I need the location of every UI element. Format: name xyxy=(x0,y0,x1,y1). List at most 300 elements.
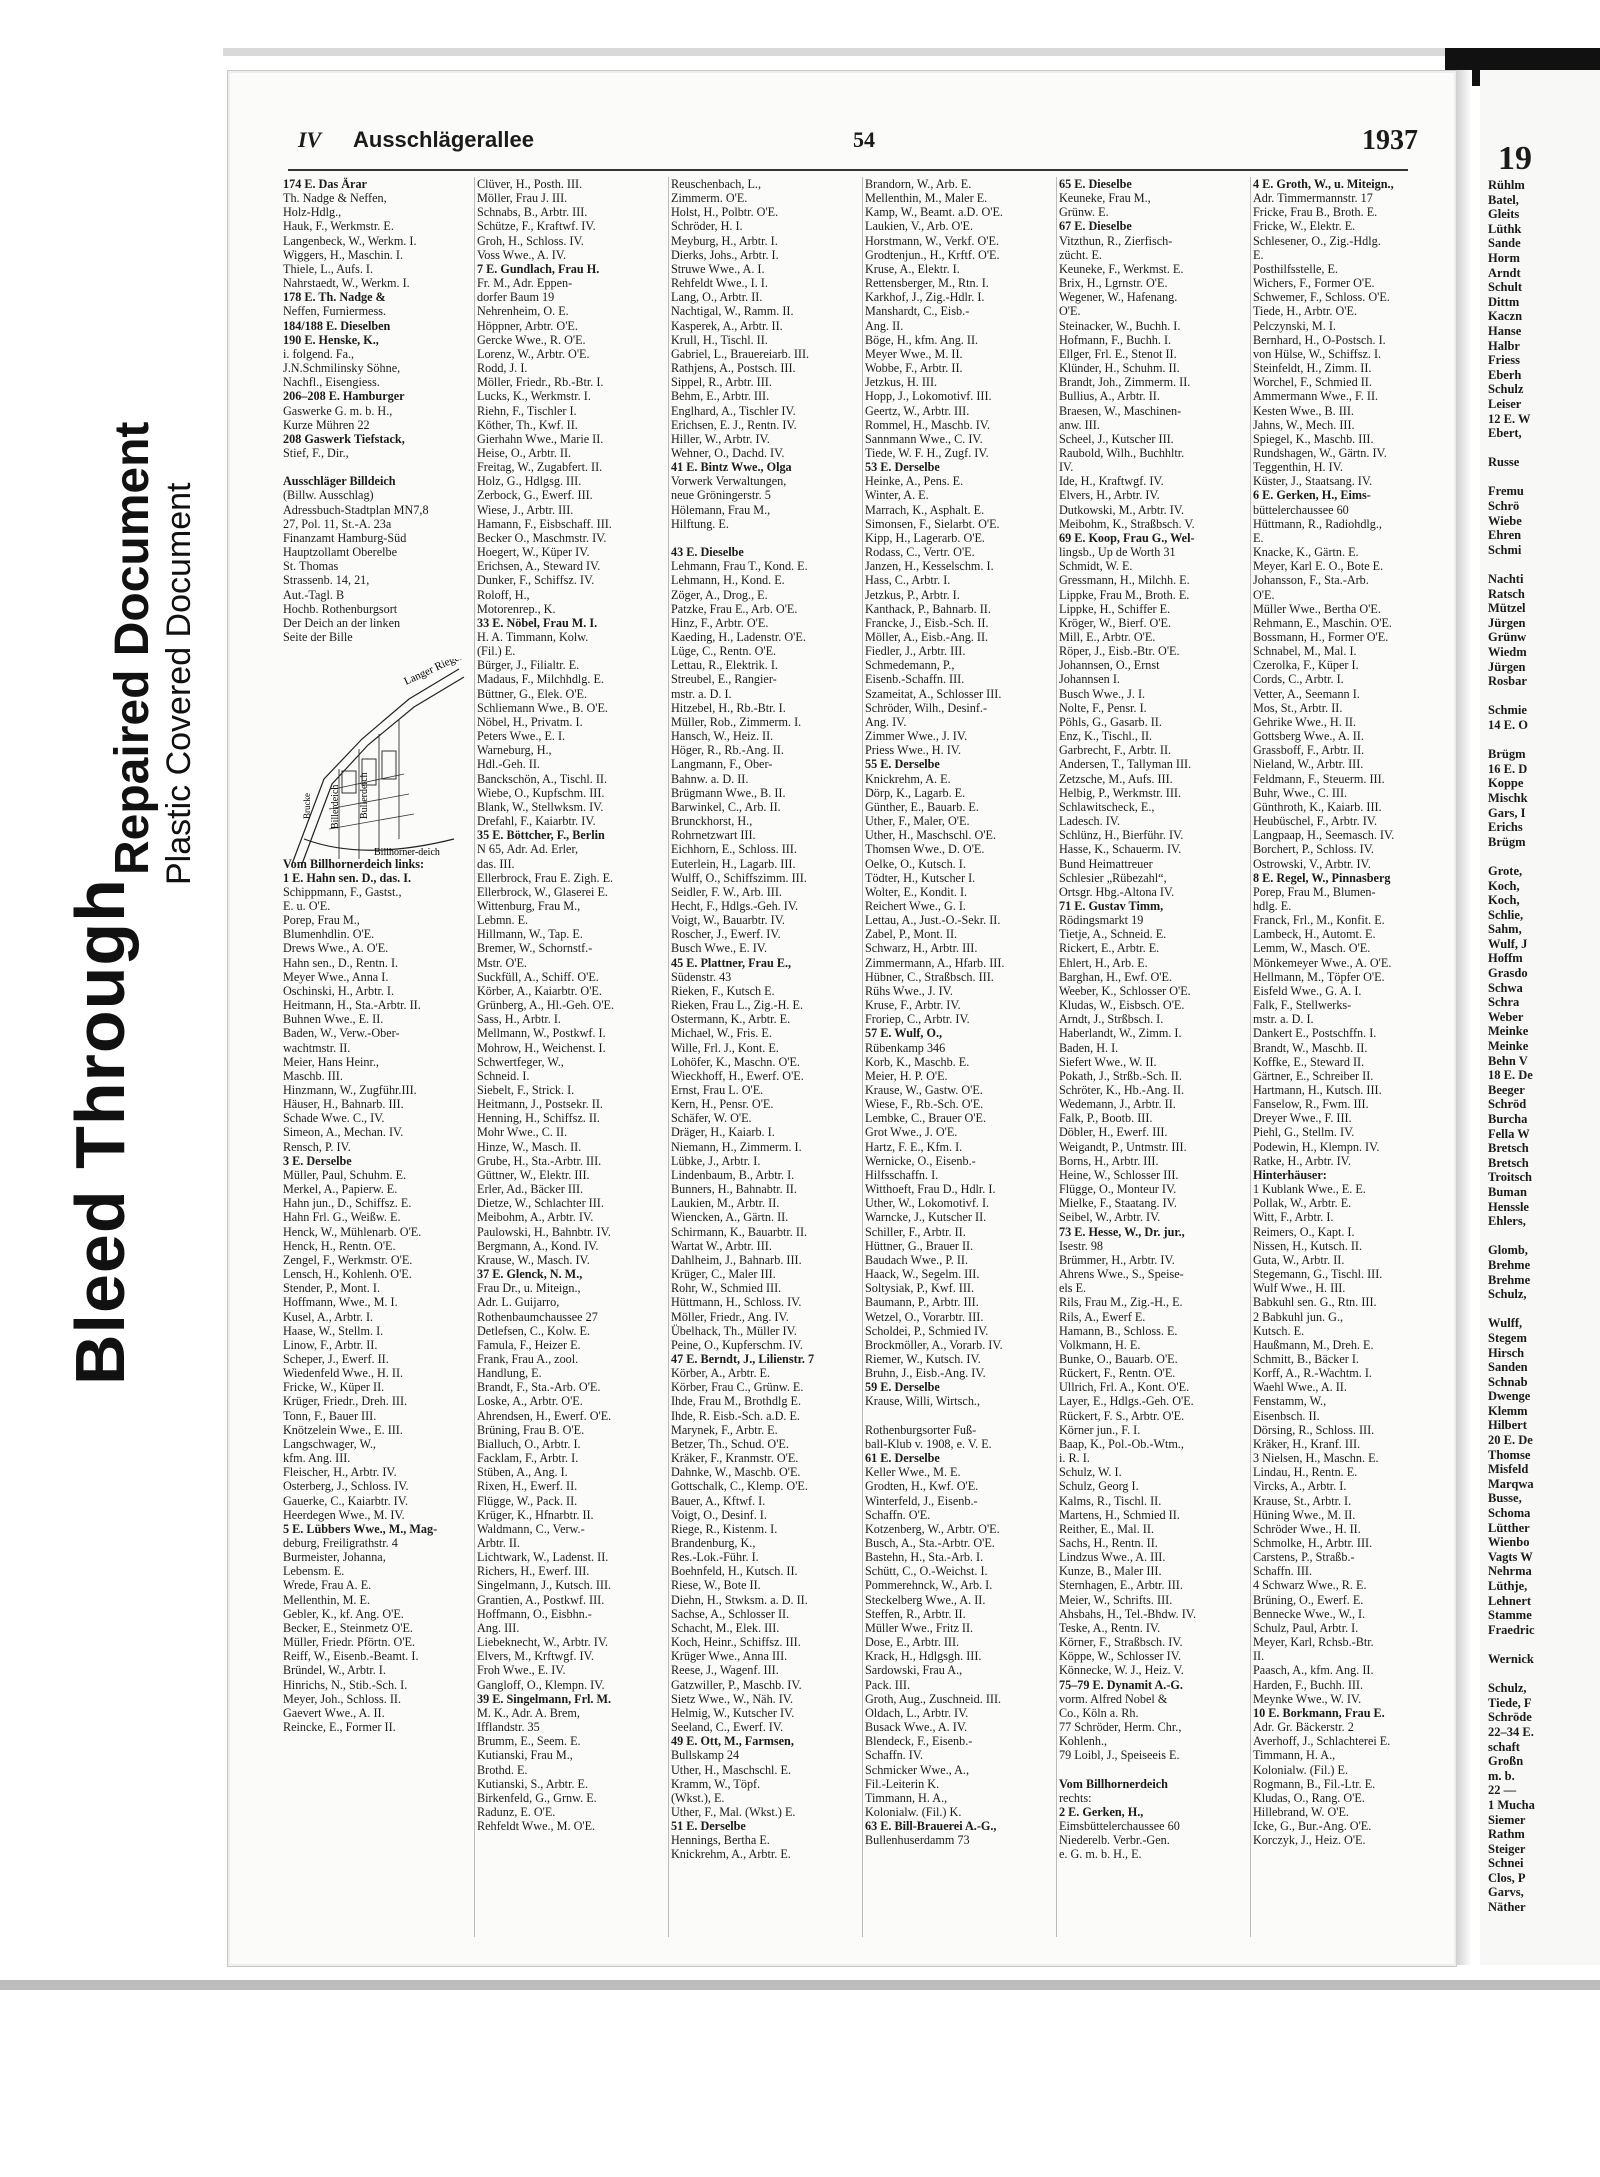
directory-entry: 1 Kublank Wwe., E. E. xyxy=(1253,1182,1366,1197)
directory-entry: Rohr, W., Schmied III. xyxy=(671,1281,782,1296)
directory-entry: Schnabel, M., Mal. I. xyxy=(1253,644,1357,659)
directory-entry: Garbrecht, F., Arbtr. II. xyxy=(1059,743,1172,758)
directory-entry: Johannsen, O., Ernst xyxy=(1059,658,1160,673)
next-page-line: Mützel xyxy=(1488,601,1526,616)
directory-entry: Körber, Frau C., Grünw. E. xyxy=(671,1380,804,1395)
directory-entry: Seibel, W., Arbtr. IV. xyxy=(1059,1210,1161,1225)
directory-entry: Rothenbaumchaussee 27 xyxy=(477,1309,598,1324)
directory-entry: Uther, F., Mal. (Wkst.) E. xyxy=(671,1804,796,1819)
directory-entry: Hauk, F., Werkmstr. E. xyxy=(283,219,394,234)
next-page-line: 14 E. O xyxy=(1488,717,1528,732)
directory-entry: Uther, W., Lokomotivf. I. xyxy=(865,1196,990,1211)
directory-entry: Büttner, G., Elek. O'E. xyxy=(477,686,588,701)
next-page-line: Halbr xyxy=(1488,338,1520,353)
directory-entry: Zimmermann, A., Hfarb. III. xyxy=(865,955,1005,970)
directory-entry: Rieken, F., Kutsch E. xyxy=(671,983,775,998)
next-page-line: Hoffm xyxy=(1488,951,1523,966)
directory-entry: 8 E. Regel, W., Pinnasberg xyxy=(1253,870,1391,885)
directory-entry: Grünw. E. xyxy=(1059,205,1109,220)
next-page-lines xyxy=(1488,178,1535,1915)
directory-entry: Ahrendsen, H., Ewerf. O'E. xyxy=(477,1408,612,1423)
directory-entry: Horstmann, W., Verkf. O'E. xyxy=(865,233,999,248)
directory-entry: Groh, H., Schloss. IV. xyxy=(477,233,584,248)
directory-entry: Feldmann, F., Steuerm. III. xyxy=(1253,771,1385,786)
directory-entry: Thomsen Wwe., D. O'E. xyxy=(865,842,985,857)
directory-entry: Busack Wwe., A. IV. xyxy=(865,1720,968,1735)
directory-entry: Kutianski, Frau M., xyxy=(477,1748,573,1763)
directory-entry: Vitzthun, R., Zierfisch- xyxy=(1059,233,1173,248)
directory-entry: Adressbuch-Stadtplan MN7,8 xyxy=(283,502,429,517)
directory-entry: Böge, H., kfm. Ang. II. xyxy=(865,332,979,347)
next-page-line: Brehme xyxy=(1488,1257,1531,1272)
directory-entry: Wiese, J., Arbtr. III. xyxy=(477,502,574,517)
directory-entry: Hoffmann, O., Eisbhn.- xyxy=(477,1606,592,1621)
directory-entry: Baden, W., Verw.-Ober- xyxy=(283,1026,400,1041)
directory-entry: Schlesener, O., Zig.-Hdlg. xyxy=(1253,233,1381,248)
directory-entry: 79 Loibl, J., Speiseeis E. xyxy=(1059,1748,1180,1763)
directory-entry: Dörsing, R., Schloss. III. xyxy=(1253,1422,1375,1437)
next-page-line: Koch, xyxy=(1488,893,1520,908)
directory-entry: Porep, Frau M., Blumen- xyxy=(1253,884,1376,899)
next-page-line: Schoma xyxy=(1488,1506,1531,1521)
next-page-line: Schmie xyxy=(1488,703,1527,718)
directory-entry: Wichers, F., Former O'E. xyxy=(1253,276,1375,291)
directory-entry: Schulz, Paul, Arbtr. I. xyxy=(1253,1620,1359,1635)
directory-entry: Dierks, Johs., Arbtr. I. xyxy=(671,247,779,262)
next-page-line: Jürgen xyxy=(1488,659,1526,674)
directory-entry: Hilftung. E. xyxy=(671,516,729,531)
directory-entry: Keuneke, F., Werkmst. E. xyxy=(1059,261,1184,276)
directory-entry: Wedemann, J., Arbtr. II. xyxy=(1059,1097,1176,1112)
directory-entry: 53 E. Derselbe xyxy=(865,460,940,475)
next-page-line: Rühlm xyxy=(1488,178,1525,192)
directory-entry: Ellger, Frl. E., Stenot II. xyxy=(1059,346,1177,361)
directory-entry: Krüger Wwe., Anna III. xyxy=(671,1649,788,1664)
directory-entry: Scholdei, P., Schmied IV. xyxy=(865,1323,989,1338)
next-page-line: Schrö xyxy=(1488,499,1520,514)
directory-entry: Blank, W., Stellwksm. IV. xyxy=(477,799,604,814)
directory-entry: Kolonialw. (Fil.) E. xyxy=(1253,1762,1349,1777)
directory-entry: Grot Wwe., J. O'E. xyxy=(865,1125,958,1140)
directory-entry: Sardowski, Frau A., xyxy=(865,1663,963,1678)
directory-entry: Tiede, H., Arbtr. O'E. xyxy=(1253,304,1357,319)
directory-entry: E. u. O'E. xyxy=(283,898,331,913)
directory-entry: 5 E. Lübbers Wwe., M., Mag- xyxy=(283,1521,438,1536)
directory-entry: Vetter, A., Seemann I. xyxy=(1253,686,1360,701)
directory-entry: Schliemann Wwe., B. O'E. xyxy=(477,700,608,715)
directory-entry: Dahlheim, J., Bahnarb. III. xyxy=(671,1252,802,1267)
directory-entry: Kalms, R., Tischl. II. xyxy=(1059,1493,1162,1508)
next-page-line: 22–34 E. xyxy=(1488,1724,1534,1739)
next-page-line: Klemm xyxy=(1488,1403,1528,1418)
directory-entry: Bullenhuserdamm 73 xyxy=(865,1833,970,1848)
directory-entry: Lambeck, H., Automt. E. xyxy=(1253,927,1376,942)
directory-entry: Lembke, C., Brauer O'E. xyxy=(865,1111,986,1126)
map-label-brucke: Brucke xyxy=(302,793,312,820)
directory-entry: Ang. III. xyxy=(477,1620,520,1635)
directory-entry: Carstens, P., Straßb.- xyxy=(1253,1550,1355,1565)
directory-entry: Brandt, Joh., Zimmerm. II. xyxy=(1059,375,1191,390)
directory-entry: e. G. m. b. H., E. xyxy=(1059,1847,1142,1862)
directory-entry: 47 E. Berndt, J., Lilienstr. 7 xyxy=(671,1351,815,1366)
directory-entry: Kamp, W., Beamt. a.D. O'E. xyxy=(865,205,1003,220)
directory-entry: Grodtenjun., H., Krftf. O'E. xyxy=(865,247,1000,262)
bleed-through-caption: Bleed Through xyxy=(61,878,139,1385)
directory-entry: Kipp, H., Lagerarb. O'E. xyxy=(865,530,985,545)
directory-entry: Uther, H., Maschschl. E. xyxy=(671,1762,792,1777)
directory-entry: Ahsbahs, H., Tel.-Bhdw. IV. xyxy=(1059,1606,1197,1621)
directory-entry: Ostermann, K., Arbtr. E. xyxy=(671,1012,791,1027)
directory-entry: 184/188 E. Dieselben xyxy=(283,318,391,333)
directory-entry: Merkel, A., Papierw. E. xyxy=(283,1182,398,1197)
directory-entry: 7 E. Gundlach, Frau H. xyxy=(477,261,600,276)
directory-entry: Rodass, C., Vertr. O'E. xyxy=(865,545,975,560)
next-page-line: Schwa xyxy=(1488,980,1523,995)
directory-entry: Facklam, F., Arbtr. I. xyxy=(477,1451,579,1466)
directory-entry: Sachse, A., Schlosser II. xyxy=(671,1606,790,1621)
directory-entry: Lebensm. E. xyxy=(283,1564,345,1579)
directory-entry: Brockmöller, A., Vorarb. IV. xyxy=(865,1337,1003,1352)
directory-entry: Froriep, C., Arbtr. IV. xyxy=(865,1012,970,1027)
directory-entry: Holz-Hdlg., xyxy=(283,205,342,220)
next-page-line: Erichs xyxy=(1488,820,1523,835)
directory-entry: Roloff, H., xyxy=(477,587,530,602)
directory-entry: Krüger, K., Hfnarbtr. II. xyxy=(477,1507,594,1522)
next-page-line: Wiedm xyxy=(1488,645,1527,659)
directory-entry: Ahrens Wwe., S., Speise- xyxy=(1059,1267,1184,1282)
directory-entry: Babkuhl sen. G., Rtn. III. xyxy=(1253,1295,1377,1310)
next-page-line: Koppe xyxy=(1488,776,1524,791)
directory-entry: Pollak, W., Arbtr. E. xyxy=(1253,1196,1352,1211)
directory-column-3 xyxy=(671,177,859,1937)
year-label: 1937 xyxy=(1362,125,1418,156)
directory-entry: Pack. III. xyxy=(865,1677,911,1692)
next-page-line: Stegem xyxy=(1488,1330,1527,1345)
directory-entry: Hinzmann, W., Zugführ.III. xyxy=(283,1083,417,1097)
directory-entry: Lindzus Wwe., A. III. xyxy=(1059,1550,1166,1565)
directory-entry: Tiede, W. F. H., Zugf. IV. xyxy=(865,445,989,460)
directory-entry: Ausschläger Billdeich xyxy=(283,474,396,489)
directory-entry: Lehmann, Frau T., Kond. E. xyxy=(671,559,808,574)
directory-entry: Schneid. I. xyxy=(477,1068,530,1083)
directory-entry: Schmidt, W. E. xyxy=(1059,559,1133,574)
next-page-line: Ratsch xyxy=(1488,586,1525,601)
directory-entry: Hilfsschaffn. I. xyxy=(865,1167,939,1182)
directory-entry: Rickert, E., Arbtr. E. xyxy=(1059,941,1160,956)
directory-entry: Kasperek, A., Arbtr. II. xyxy=(671,318,783,333)
directory-entry: Kramm, W., Töpf. xyxy=(671,1776,761,1791)
directory-entry: Steinfeldt, H., Zimm. II. xyxy=(1253,361,1372,376)
directory-entry: Rettensberger, M., Rtn. I. xyxy=(865,276,989,291)
directory-entry: Kutsch. E. xyxy=(1253,1323,1305,1338)
directory-entry: Bauer, A., Kftwf. I. xyxy=(671,1493,766,1508)
directory-entry: Hölemann, Frau M., xyxy=(671,502,771,517)
directory-entry: deburg, Freiligrathstr. 4 xyxy=(283,1536,398,1550)
directory-entry: Fleischer, H., Arbtr. IV. xyxy=(283,1465,397,1480)
directory-entry: Steffen, R., Arbtr. II. xyxy=(865,1606,966,1621)
directory-entry: Geertz, W., Arbtr. III. xyxy=(865,403,970,418)
directory-entry: Wegener, W., Hafenang. xyxy=(1059,290,1178,305)
directory-entry: Fricke, W., Küper II. xyxy=(283,1380,385,1395)
directory-entry: Lindenbaum, B., Arbtr. I. xyxy=(671,1167,795,1182)
directory-entry: Dörp, K., Lagarb. E. xyxy=(865,785,966,800)
directory-entry: Gangloff, O., Klempn. IV. xyxy=(477,1677,605,1692)
directory-entry: mstr. a. D. I. xyxy=(671,686,732,701)
next-page-line: Hilbert xyxy=(1488,1418,1527,1433)
directory-entry: Hauptzollamt Oberelbe xyxy=(283,545,398,560)
directory-entry: Schwemer, F., Schloss. O'E. xyxy=(1253,290,1390,305)
directory-entry: zücht. E. xyxy=(1059,247,1102,262)
directory-entry: Oschinski, H., Arbtr. I. xyxy=(283,983,395,998)
next-page-line: Gars, I xyxy=(1488,805,1526,820)
directory-entry: Tonn, F., Bauer III. xyxy=(283,1408,377,1423)
directory-entry: Scheel, J., Kutscher III. xyxy=(1059,431,1174,446)
map-label-langer-riegen: Langer Riegen xyxy=(402,659,467,688)
directory-entry: Gressmann, H., Milchh. E. xyxy=(1059,573,1190,588)
directory-entry: Hochb. Rothenburgsort xyxy=(283,601,398,616)
next-page-line xyxy=(1488,849,1535,864)
next-page-line: Stamme xyxy=(1488,1608,1532,1623)
directory-entry: Hinrichs, N., Stib.-Sch. I. xyxy=(283,1677,408,1692)
next-page-line: 16 E. D xyxy=(1488,761,1528,776)
next-page-line: Grünw xyxy=(1488,630,1527,645)
next-page-line: Russe xyxy=(1488,455,1520,470)
directory-entry: Zöger, A., Drog., E. xyxy=(671,587,768,602)
directory-entry: Singelmann, J., Kutsch. III. xyxy=(477,1578,612,1593)
next-page-line: Batel, xyxy=(1488,192,1519,207)
directory-entry: Birkenfeld, G., Grnw. E. xyxy=(477,1790,597,1805)
directory-entry: Boehnfeld, H., Kutsch. II. xyxy=(671,1564,798,1579)
directory-entry: Voigt, O., Desinf. I. xyxy=(671,1507,767,1522)
next-page-line xyxy=(1488,689,1535,704)
directory-entry xyxy=(1059,1763,1247,1777)
next-page-line: Hanse xyxy=(1488,323,1522,338)
directory-entry: Ortsgr. Hbg.-Altona IV. xyxy=(1059,884,1175,899)
directory-entry: Grantien, A., Postkwf. III. xyxy=(477,1592,605,1607)
next-page-line: Troitsch xyxy=(1488,1170,1532,1185)
directory-entry: Schröder, Wilh., Desinf.- xyxy=(865,700,987,715)
street-title: Ausschlägerallee xyxy=(353,127,534,152)
directory-entry: Kusel, A., Arbtr. I. xyxy=(283,1309,374,1324)
next-page-line: Brehme xyxy=(1488,1272,1531,1287)
directory-entry: Wetzel, O., Vorarbtr. III. xyxy=(865,1309,984,1324)
directory-entry: Rehfeldt Wwe., M. O'E. xyxy=(477,1819,596,1834)
directory-entry: Lucks, K., Werkmstr. I. xyxy=(477,389,591,404)
directory-entry: (Billw. Ausschlag) xyxy=(283,488,374,503)
directory-entry: Kruse, F., Arbtr. IV. xyxy=(865,998,961,1013)
directory-entry: Waehl Wwe., A. II. xyxy=(1253,1380,1347,1395)
directory-entry: Grube, H., Sta.-Arbtr. III. xyxy=(477,1153,602,1168)
directory-entry: Haack, W., Segelm. III. xyxy=(865,1267,980,1282)
next-page-line: Sahm, xyxy=(1488,922,1522,937)
directory-entry: Hellmann, M., Töpfer O'E. xyxy=(1253,969,1385,984)
directory-entry: Ide, H., Kraftwgf. IV. xyxy=(1059,474,1164,489)
directory-entry: Rohrnetzwart III. xyxy=(671,828,756,843)
directory-entry: Meyer, Joh., Schloss. II. xyxy=(283,1691,401,1706)
directory-entry: Seidler, F. W., Arb. III. xyxy=(671,884,782,899)
directory-entry: Flügge, O., Monteur IV. xyxy=(1059,1182,1177,1197)
directory-entry: Jetzkus, P., Arbtr. I. xyxy=(865,587,960,602)
header-rule xyxy=(288,169,1408,171)
directory-entry: Koch, Heinr., Schiffsz. III. xyxy=(671,1635,801,1650)
next-page-line: Friess xyxy=(1488,353,1520,368)
directory-entry: Krause, W., Masch. IV. xyxy=(477,1252,590,1267)
directory-entry: Wobbe, F., Arbtr. II. xyxy=(865,361,963,376)
directory-entry: M. K., Adr. A. Brem, xyxy=(477,1705,580,1720)
directory-entry: Dose, E., Arbtr. III. xyxy=(865,1635,960,1650)
directory-entry: Lippke, H., Schiffer E. xyxy=(1059,601,1171,616)
directory-entry: 27, Pol. 11, St.-A. 23a xyxy=(283,516,392,531)
directory-entry: Körber, A., Kaiarbtr. O'E. xyxy=(477,983,602,998)
directory-entry: Müller Wwe., Fritz II. xyxy=(865,1620,974,1635)
directory-entry: Hüning Wwe., M. II. xyxy=(1253,1507,1356,1522)
directory-entry: Güttner, W., Elektr. III. xyxy=(477,1167,590,1182)
directory-entry: Gabriel, L., Brauereiarb. III. xyxy=(671,346,810,361)
next-page-line: Burcha xyxy=(1488,1112,1528,1126)
directory-entry: Hasse, K., Schauerm. IV. xyxy=(1059,842,1182,857)
directory-entry: Erler, Ad., Bäcker III. xyxy=(477,1182,584,1197)
directory-entry: Henck, W., Mühlenarb. O'E. xyxy=(283,1224,422,1239)
directory-entry: Martens, H., Schmied II. xyxy=(1059,1507,1180,1522)
directory-entry: Grodten, H., Kwf. O'E. xyxy=(865,1479,979,1494)
directory-entry: Gaevert Wwe., A. II. xyxy=(283,1705,385,1720)
directory-entry: wachtmstr. II. xyxy=(283,1040,351,1055)
directory-entry: Lichtwark, W., Ladenst. II. xyxy=(477,1550,609,1565)
next-page-line xyxy=(1488,1637,1535,1652)
directory-entry: Möller, A., Eisb.-Ang. II. xyxy=(865,630,989,644)
directory-entry: Reimers, O., Kapt. I. xyxy=(1253,1224,1355,1239)
directory-entry: Bahnw. a. D. II. xyxy=(671,771,749,786)
next-page-line: Hirsch xyxy=(1488,1345,1525,1360)
directory-entry: lingsb., Up de Worth 31 xyxy=(1059,545,1176,560)
directory-entry: Schröder Wwe., H. II. xyxy=(1253,1521,1361,1536)
directory-entry: Fricke, W., Elektr. E. xyxy=(1253,219,1356,234)
directory-entry: Brügmann Wwe., B. II. xyxy=(671,785,786,800)
next-page-line: Sande xyxy=(1488,236,1521,251)
directory-entry: Bergmann, A., Kond. IV. xyxy=(477,1238,599,1253)
directory-entry: Drews Wwe., A. O'E. xyxy=(283,941,389,956)
directory-entry: Kolonialw. (Fil.) K. xyxy=(865,1804,962,1819)
directory-entry: 2 E. Gerken, H., xyxy=(1059,1804,1144,1819)
directory-entry: Meyer Wwe., Anna I. xyxy=(283,969,389,984)
directory-entry: Langschwager, W., xyxy=(283,1436,376,1451)
directory-column-5 xyxy=(1059,177,1247,1937)
directory-entry: Brix, H., Lgrnstr. O'E. xyxy=(1059,276,1168,291)
directory-entry: 33 E. Nöbel, Frau M. I. xyxy=(477,615,598,630)
directory-entry: Bremer, W., Schornstf.- xyxy=(477,941,593,956)
directory-entry: Helbig, P., Werkmstr. III. xyxy=(1059,785,1182,800)
directory-entry: 35 E. Böttcher, F., Berlin xyxy=(477,828,605,843)
directory-entry: Hamann, F., Eisbschaff. III. xyxy=(477,516,612,531)
directory-entry: Eisenb.-Schaffn. III. xyxy=(865,672,965,687)
directory-entry: Wernicke, O., Eisenb.- xyxy=(865,1153,976,1168)
directory-entry: Neffen, Furniermess. xyxy=(283,304,387,319)
directory-entry: els E. xyxy=(1059,1281,1087,1296)
directory-entry: Gauerke, C., Kaiarbtr. IV. xyxy=(283,1493,408,1508)
directory-entry: Stegemann, G., Tischl. III. xyxy=(1253,1267,1383,1282)
directory-entry: Rundshagen, W., Gärtn. IV. xyxy=(1253,445,1387,460)
directory-entry: Meier, W., Schrifts. III. xyxy=(1059,1592,1173,1607)
next-page-line: Rathm xyxy=(1488,1827,1525,1842)
next-page-line: Bretsch xyxy=(1488,1141,1529,1156)
directory-entry: Warneburg, H., xyxy=(477,743,552,758)
directory-entry: Schwarz, H., Arbtr. III. xyxy=(865,941,978,956)
column-divider xyxy=(668,177,669,1937)
directory-entry xyxy=(283,460,471,474)
directory-entry: Hansch, W., Heiz. II. xyxy=(671,729,774,744)
next-page-line: Gleits xyxy=(1488,207,1520,222)
directory-entry: Haase, W., Stellm. I. xyxy=(283,1323,384,1338)
directory-entry: Schäfer, W. O'E. xyxy=(671,1111,752,1126)
next-page-line: m. b. xyxy=(1488,1768,1515,1783)
directory-entry: Brümmer, H., Arbtr. IV. xyxy=(1059,1252,1175,1267)
directory-entry: Loske, A., Arbtr. O'E. xyxy=(477,1394,583,1409)
directory-entry: Clüver, H., Posth. III. xyxy=(477,177,583,191)
directory-entry: Dietze, W., Schlachter III. xyxy=(477,1196,604,1211)
directory-entry: Vom Billhornerdeich xyxy=(1059,1776,1168,1791)
directory-entry: Brunckhorst, H., xyxy=(671,814,753,829)
directory-entry: Uther, F., Maler, O'E. xyxy=(865,814,970,829)
directory-entry: Jetzkus, H. III. xyxy=(865,375,938,390)
next-page-line: Rosbar xyxy=(1488,674,1527,689)
directory-entry: Buhr, Wwe., C. III. xyxy=(1253,785,1348,800)
directory-entry: Reuschenbach, L., xyxy=(671,177,762,191)
directory-entry: Rieken, Frau L., Zig.-H. E. xyxy=(671,998,804,1013)
next-page-line: Bretsch xyxy=(1488,1155,1529,1170)
directory-entry: Niemann, H., Zimmerm. I. xyxy=(671,1139,802,1154)
directory-entry: Heitmann, J., Postsekr. II. xyxy=(477,1097,603,1112)
directory-entry: Oelke, O., Kutsch. I. xyxy=(865,856,966,871)
directory-entry: (Wkst.), E. xyxy=(671,1790,725,1805)
directory-entry: Wiebe, O., Kupfschm. III. xyxy=(477,785,605,800)
directory-entry: Fricke, Frau B., Broth. E. xyxy=(1253,205,1378,220)
directory-entry: Sternhagen, E., Arbtr. III. xyxy=(1059,1578,1183,1593)
next-page-line: Kaczn xyxy=(1488,309,1523,324)
directory-entry: Kludas, W., Eisbsch. O'E. xyxy=(1059,998,1185,1013)
directory-entry: Busch Wwe., J. I. xyxy=(1059,686,1146,701)
directory-entry: Vircks, A., Arbtr. I. xyxy=(1253,1479,1347,1494)
directory-entry: Groth, Aug., Zuschneid. III. xyxy=(865,1691,1002,1706)
directory-entry: Mellmann, W., Postkwf. I. xyxy=(477,1026,606,1041)
directory-entry: Lang, O., Arbtr. II. xyxy=(671,290,763,305)
directory-entry: Meier, H. P. O'E. xyxy=(865,1068,948,1083)
directory-entry: Schmolke, H., Arbtr. III. xyxy=(1253,1536,1373,1550)
directory-entry: Krause, Willi, Wirtsch., xyxy=(865,1394,981,1409)
next-page-line: Meinke xyxy=(1488,1039,1529,1054)
directory-entry: Madaus, F., Milchhdlg. E. xyxy=(477,672,604,687)
next-page-line xyxy=(1488,1667,1535,1682)
directory-entry: Volkmann, H. E. xyxy=(1059,1337,1141,1352)
directory-entry: Baap, K., Pol.-Ob.-Wtm., xyxy=(1059,1436,1184,1451)
directory-entry: 208 Gaswerk Tiefstack, xyxy=(283,431,405,446)
directory-entry: Priess Wwe., H. IV. xyxy=(865,743,962,758)
directory-entry: Schlesier „Rübezahl“, xyxy=(1059,870,1167,885)
directory-entry: Fiedler, J., Arbtr. III. xyxy=(865,644,966,659)
directory-entry: Reiff, W., Eisenb.-Beamt. I. xyxy=(283,1649,419,1664)
directory-entry: Meyer, Karl, Rchsb.-Btr. xyxy=(1253,1635,1374,1650)
directory-entry: Döbler, H., Ewerf. III. xyxy=(1059,1125,1168,1140)
street-map-svg xyxy=(284,659,469,869)
next-page-line: Schulz, xyxy=(1488,1681,1527,1696)
directory-entry: Möller, Friedr., Ang. IV. xyxy=(671,1309,789,1324)
directory-entry: Gatzwiller, P., Maschb. IV. xyxy=(671,1677,802,1692)
directory-entry: Ostrowski, V., Arbtr. IV. xyxy=(1253,856,1371,871)
directory-entry: Heise, O., Arbtr. II. xyxy=(477,445,572,460)
directory-entry: Hdl.-Geh. II. xyxy=(477,757,540,772)
directory-entry: Harden, F., Buchh. III. xyxy=(1253,1677,1364,1692)
directory-entry: Frank, Frau A., zool. xyxy=(477,1351,579,1366)
next-page-line: Wienbo xyxy=(1488,1535,1530,1550)
